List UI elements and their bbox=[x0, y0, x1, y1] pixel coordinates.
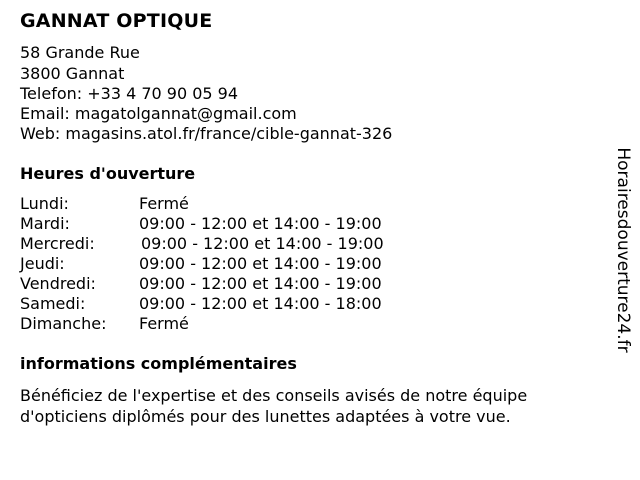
additional-info-text: Bénéficiez de l'expertise et des conseils avisés de notre équipe d'opticiens diplômés pour des lunettes adaptées à votre vue. bbox=[20, 386, 528, 426]
day-label: Mardi: bbox=[20, 214, 70, 233]
store-website: Web: magasins.atol.fr/france/cible-gannat-326 bbox=[20, 124, 393, 143]
site-watermark: Horairesdouverture24.fr bbox=[613, 147, 633, 353]
store-email: Email: magatolgannat@gmail.com bbox=[20, 104, 297, 123]
day-label: Dimanche: bbox=[20, 314, 107, 333]
day-label: Lundi: bbox=[20, 194, 69, 213]
day-hours: 09:00 - 12:00 et 14:00 - 19:00 bbox=[139, 214, 382, 233]
additional-info-heading: informations complémentaires bbox=[20, 354, 297, 373]
day-label: Mercredi: bbox=[20, 234, 95, 253]
store-postal-city: 3800 Gannat bbox=[20, 64, 125, 83]
day-label: Jeudi: bbox=[20, 254, 65, 273]
day-label: Samedi: bbox=[20, 294, 86, 313]
store-address: 58 Grande Rue bbox=[20, 43, 140, 62]
day-hours: 09:00 - 12:00 et 14:00 - 19:00 bbox=[139, 254, 382, 273]
store-name: GANNAT OPTIQUE bbox=[20, 10, 213, 32]
day-label: Vendredi: bbox=[20, 274, 96, 293]
day-hours: 09:00 - 12:00 et 14:00 - 19:00 bbox=[141, 234, 384, 253]
opening-hours-heading: Heures d'ouverture bbox=[20, 164, 196, 183]
day-hours: 09:00 - 12:00 et 14:00 - 19:00 bbox=[139, 274, 382, 293]
day-hours: 09:00 - 12:00 et 14:00 - 18:00 bbox=[139, 294, 382, 313]
day-hours: Fermé bbox=[139, 314, 189, 333]
day-hours: Fermé bbox=[139, 194, 189, 213]
store-phone: Telefon: +33 4 70 90 05 94 bbox=[20, 84, 239, 103]
